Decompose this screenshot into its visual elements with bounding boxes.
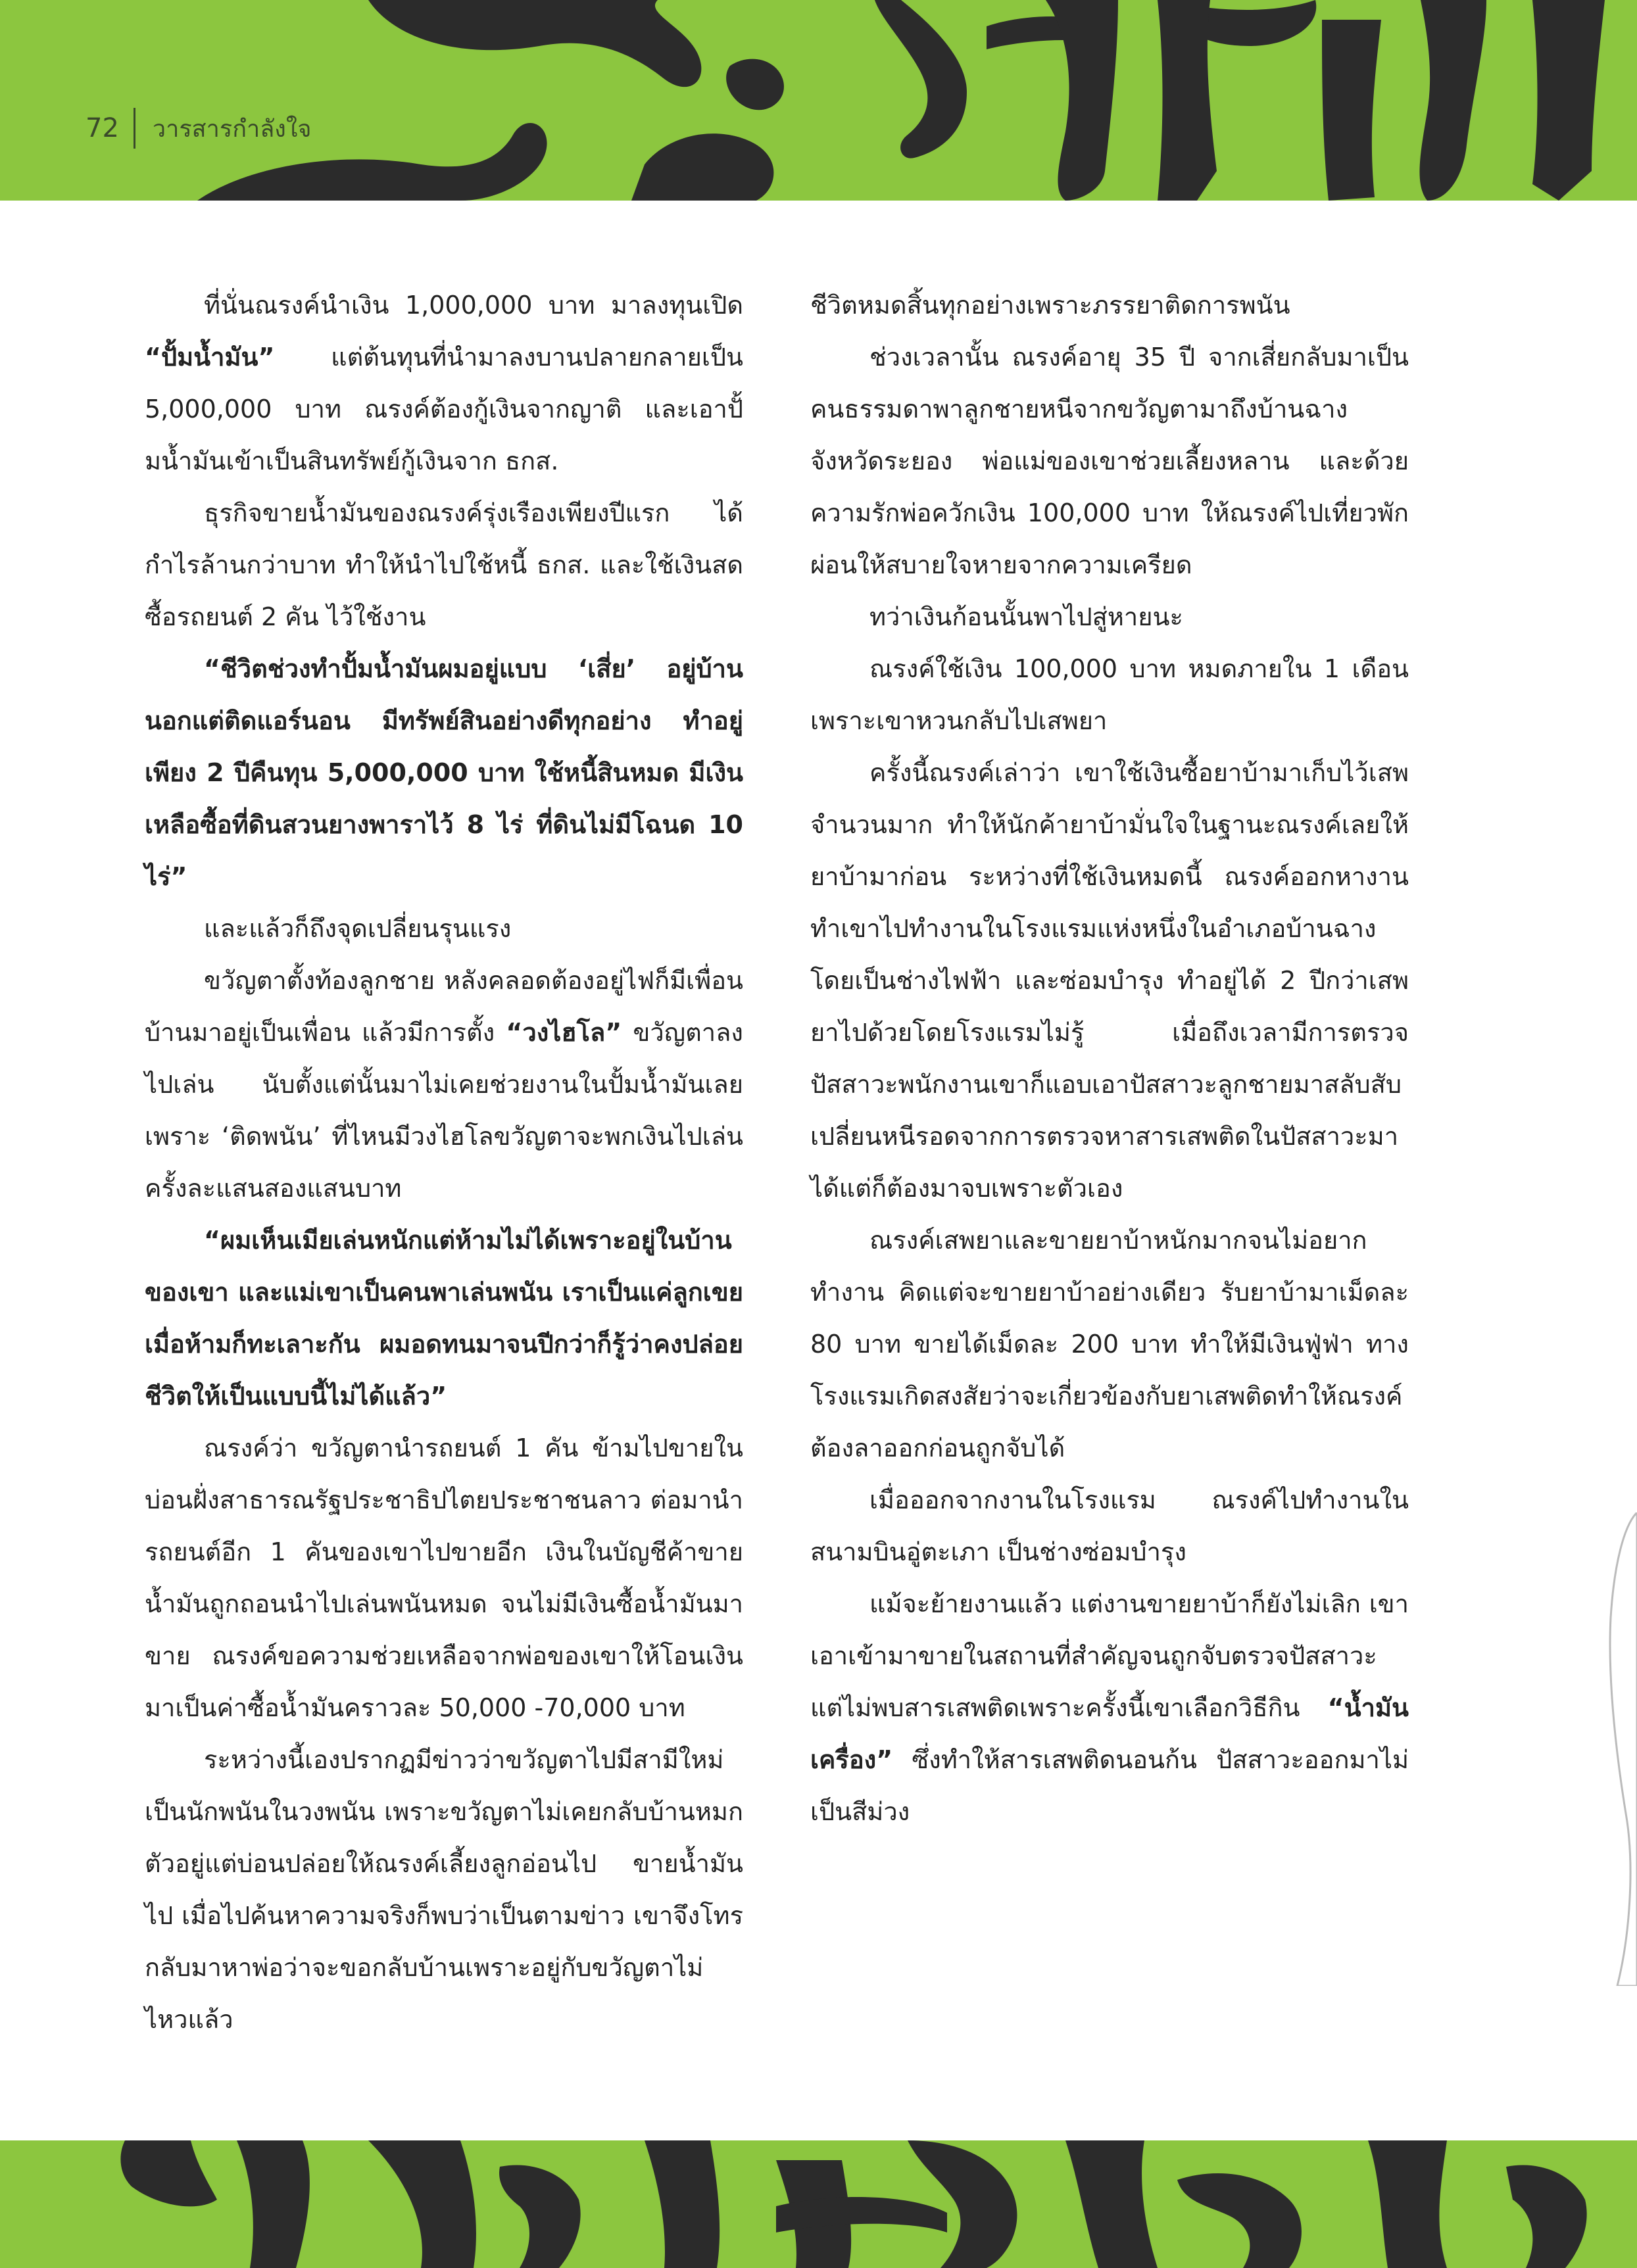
magazine-title: วารสารกำลังใจ (152, 115, 312, 143)
brush-lettering-bottom (0, 2140, 1637, 2268)
paragraph: ชีวิตหมดสิ้นทุกอย่างเพราะภรรยาติดการพนัน (810, 291, 1290, 320)
paragraph: ทว่าเงินก้อนนั้นพาไปสู่หายนะ (869, 602, 1183, 631)
pull-quote: “ผมเห็นเมียเล่นหนักแต่ห้ามไม่ได้เพราะอยู่ในบ้านของเขา และแม่เขาเป็นคนพาเล่นพนัน เราเป็นแค่ลูกเขย เมื่อห้ามก็ทะเลาะกัน ผมอดทนมาจนปีกว่าก็รู้ว่าคงปล่อยชีวิตให้เป็นแบบนี้ไม่ได้แล้ว” (145, 1226, 743, 1411)
shirt-edge-graphic (1598, 1512, 1637, 1986)
paragraph: ณรงค์ว่า ขวัญตานำรถยนต์ 1 คัน ข้ามไปขายในบ่อนฝั่งสาธารณรัฐประชาธิปไตยประชาชนลาว ต่อมานำรถยนต์อีก 1 คันของเขาไปขายอีก เงินในบัญชีค้าขายน้ำมันถูกถอนนำไปเล่นพนันหมด จนไม่มีเงินซื้อน้ำมันมาขาย ณรงค์ขอความช่วยเหลือจากพ่อของเขาให้โอนเงินมาเป็นค่าซื้อน้ำมันคราวละ 50,000 -70,000 บาท (145, 1434, 743, 1722)
paragraph: ขวัญตาตั้งท้องลูกชาย หลังคลอดต้องอยู่ไฟก็มีเพื่อนบ้านมาอยู่เป็นเพื่อน แล้วมีการตั้ง “วงไฮโล” ขวัญตาลงไปเล่น นับตั้งแต่นั้นมาไม่เคยช่วยงานในปั้มน้ำมันเลยเพราะ ‘ติดพนัน’ ที่ไหนมีวงไฮโลขวัญตาจะพกเงินไปเล่นครั้งละแสนสองแสนบาท (145, 966, 743, 1203)
paragraph: ระหว่างนี้เองปรากฏมีข่าวว่าขวัญตาไปมีสามีใหม่เป็นนักพนันในวงพนัน เพราะขวัญตาไม่เคยกลับบ้านหมกตัวอยู่แต่บ่อนปล่อยให้ณรงค์เลี้ยงลูกอ่อนไป ขายน้ำมันไป เมื่อไปค้นหาความจริงก็พบว่าเป็นตามข่าว เขาจึงโทรกลับมาหาพ่อว่าจะขอกลับบ้านเพราะอยู่กับขวัญตาไม่ไหวแล้ว (145, 1745, 743, 2034)
article-column-right (810, 279, 1409, 1838)
paragraph: เมื่อออกจากงานในโรงแรม ณรงค์ไปทำงานในสนามบินอู่ตะเภา เป็นช่างซ่อมบำรุง (810, 1485, 1409, 1566)
pull-quote: “ชีวิตช่วงทำปั้มน้ำมันผมอยู่แบบ ‘เสี่ย’ อยู่บ้านนอกแต่ติดแอร์นอน มีทรัพย์สินอย่างดีทุกอย่าง ทำอยู่เพียง 2 ปีคืนทุน 5,000,000 บาท ใช้หนี้สินหมด มีเงินเหลือซื้อที่ดินสวนยางพาราไว้ 8 ไร่ ที่ดินไม่มีโฉนด 10 ไร่” (145, 654, 743, 891)
brush-lettering-top (0, 0, 1637, 201)
bottom-decorative-band (0, 2140, 1637, 2268)
article-column-left (145, 279, 743, 2046)
paragraph: ที่นั่นณรงค์นำเงิน 1,000,000 บาท มาลงทุนเปิด “ปั้มน้ำมัน” แต่ต้นทุนที่นำมาลงบานปลายกลายเป็น 5,000,000 บาท ณรงค์ต้องกู้เงินจากญาติ และเอาปั้มน้ำมันเข้าเป็นสินทรัพย์กู้เงินจาก ธกส. (145, 291, 743, 475)
top-decorative-band (0, 0, 1637, 201)
paragraph: ธุรกิจขายน้ำมันของณรงค์รุ่งเรืองเพียงปีแรก ได้กำไรล้านกว่าบาท ทำให้นำไปใช้หนี้ ธกส. และใช้เงินสดซื้อรถยนต์ 2 คัน ไว้ใช้งาน (145, 498, 743, 631)
paragraph: ช่วงเวลานั้น ณรงค์อายุ 35 ปี จากเสี่ยกลับมาเป็นคนธรรมดาพาลูกชายหนีจากขวัญตามาถึงบ้านฉาง จังหวัดระยอง พ่อแม่ของเขาช่วยเลี้ยงหลาน และด้วยความรักพ่อควักเงิน 100,000 บาท ให้ณรงค์ไปเที่ยวพักผ่อนให้สบายใจหายจากความเครียด (810, 343, 1409, 579)
paragraph: แม้จะย้ายงานแล้ว แต่งานขายยาบ้าก็ยังไม่เลิก เขาเอาเข้ามาขายในสถานที่สำคัญจนถูกจับตรวจปัสสาวะ แต่ไม่พบสารเสพติดเพราะครั้งนี้เขาเลือกวิธีกิน “น้ำมันเครื่อง” ซึ่งทำให้สารเสพติดนอนก้น ปัสสาวะออกมาไม่เป็นสีม่วง (810, 1589, 1409, 1826)
page-number: 72 (86, 113, 119, 143)
paragraph: ณรงค์ใช้เงิน 100,000 บาท หมดภายใน 1 เดือน เพราะเขาหวนกลับไปเสพยา (810, 654, 1409, 735)
paragraph: และแล้วก็ถึงจุดเปลี่ยนรุนแรง (204, 914, 512, 943)
paragraph: ครั้งนี้ณรงค์เล่าว่า เขาใช้เงินซื้อยาบ้ามาเก็บไว้เสพจำนวนมาก ทำให้นักค้ายาบ้ามั่นใจในฐานะณรงค์เลยให้ยาบ้ามาก่อน ระหว่างที่ใช้เงินหมดนี้ ณรงค์ออกหางานทำเขาไปทำงานในโรงแรมแห่งหนึ่งในอำเภอบ้านฉาง โดยเป็นช่างไฟฟ้า และซ่อมบำรุง ทำอยู่ได้ 2 ปีกว่าเสพยาไปด้วยโดยโรงแรมไม่รู้ เมื่อถึงเวลามีการตรวจปัสสาวะพนักงานเขาก็แอบเอาปัสสาวะลูกชายมาสลับสับเปลี่ยนหนีรอดจากการตรวจหาสารเสพติดในปัสสาวะมาได้แต่ก็ต้องมาจบเพราะตัวเอง (810, 758, 1409, 1203)
header-divider (134, 108, 135, 149)
paragraph: ณรงค์เสพยาและขายยาบ้าหนักมากจนไม่อยากทำงาน คิดแต่จะขายยาบ้าอย่างเดียว รับยาบ้ามาเม็ดละ 80 บาท ขายได้เม็ดละ 200 บาท ทำให้มีเงินฟู่ฟ่า ทางโรงแรมเกิดสงสัยว่าจะเกี่ยวข้องกับยาเสพติดทำให้ณรงค์ต้องลาออกก่อนถูกจับได้ (810, 1226, 1409, 1462)
page-header (86, 105, 312, 151)
